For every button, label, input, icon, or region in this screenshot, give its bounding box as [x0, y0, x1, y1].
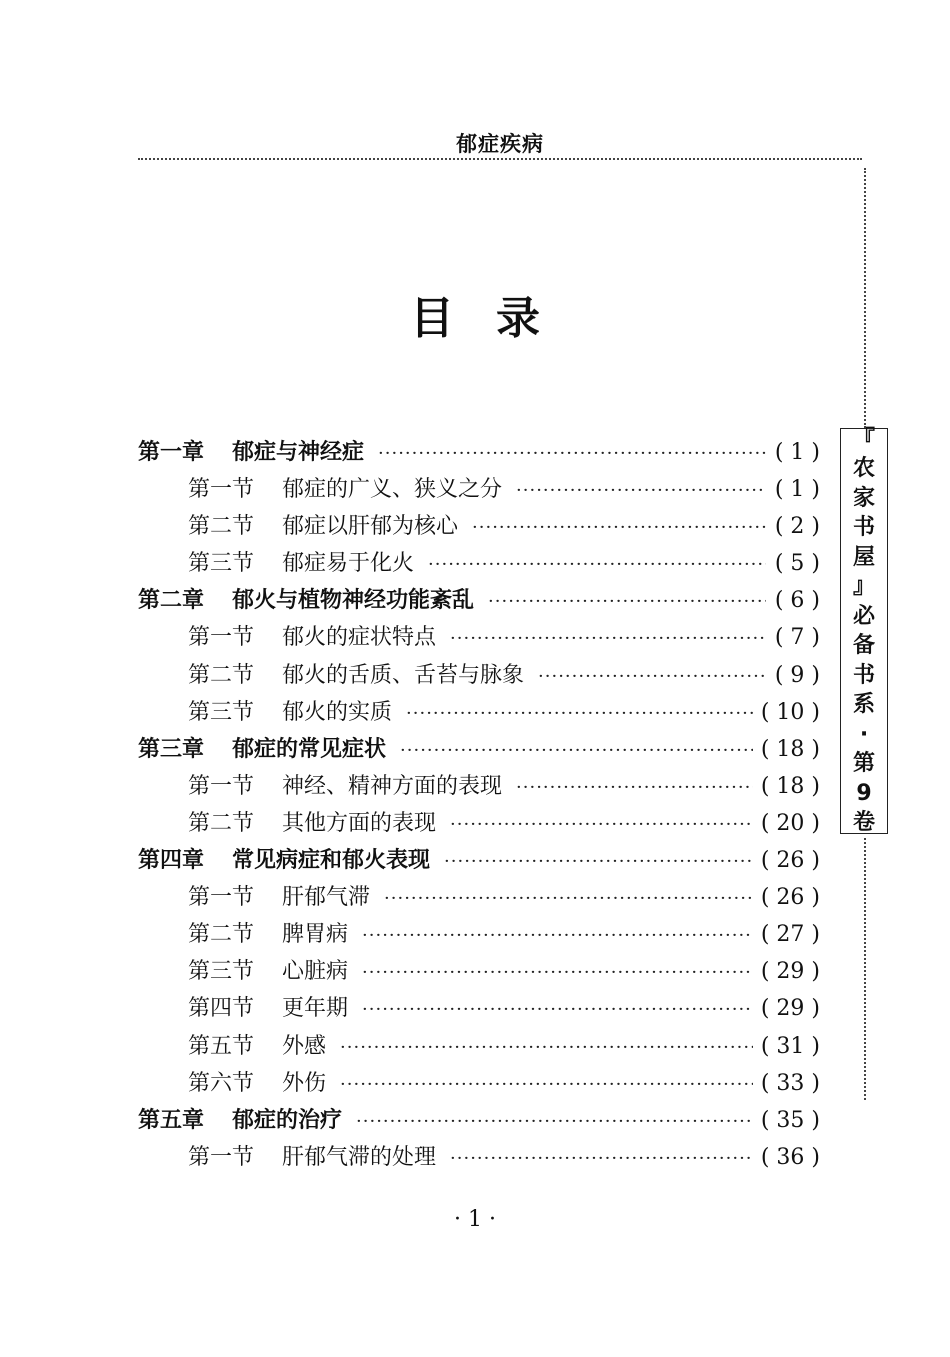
side-label-char: 备: [852, 633, 875, 658]
side-label-char: 卷: [852, 810, 875, 835]
toc-entry-title: 郁火的实质: [282, 699, 393, 725]
toc-entry-number: 第五节: [188, 1033, 255, 1059]
toc-entry-title: 心脏病: [282, 959, 349, 985]
toc-entry-title: 郁火的舌质、舌苔与脉象: [282, 662, 525, 688]
toc-entry-number: 第一节: [188, 625, 255, 651]
toc-entry-page: ( 5 ): [774, 551, 820, 577]
toc-entry-title: 其他方面的表现: [282, 810, 437, 836]
toc-entry-title: 肝郁气滞: [282, 885, 371, 911]
toc-entry-page: ( 7 ): [774, 625, 820, 651]
toc-entry-page: ( 26 ): [760, 848, 820, 874]
toc-leader-dots: [444, 851, 753, 872]
toc-entry-page: ( 36 ): [760, 1144, 820, 1170]
side-label-char: 必: [852, 603, 875, 629]
toc-entry-title: 郁症的广义、狭义之分: [282, 477, 503, 503]
toc-entry-page: ( 33 ): [760, 1070, 820, 1096]
toc-entry-title: 外感: [282, 1033, 327, 1059]
toc-leader-dots: [516, 480, 766, 501]
toc-entry-page: ( 26 ): [760, 885, 820, 911]
toc-entry-page: ( 1 ): [774, 477, 820, 503]
toc-section-row: [138, 1140, 820, 1177]
toc-entry-number: 第二节: [188, 810, 255, 836]
toc-entry-number: 第一章: [138, 440, 205, 465]
side-label-char: 农: [852, 456, 875, 481]
toc-leader-dots: [406, 703, 753, 724]
toc-chapter-row: [138, 843, 820, 880]
toc-entry-title: 常见病症和郁火表现: [232, 848, 431, 874]
toc-section-row: [138, 806, 820, 843]
toc-section-row: [138, 917, 820, 954]
toc-chapter-row: [138, 732, 820, 769]
toc-entry-title: 神经、精神方面的表现: [282, 773, 503, 799]
toc-chapter-row: [138, 435, 820, 472]
toc-section-row: [138, 472, 820, 509]
toc-leader-dots: [362, 962, 753, 983]
table-of-contents: [138, 435, 820, 1177]
toc-leader-dots: [356, 1111, 753, 1132]
toc-entry-number: 第一节: [188, 477, 255, 503]
side-label-char: 家: [852, 485, 875, 511]
side-dotted-rule-bottom: [864, 838, 866, 1100]
toc-section-row: [138, 546, 820, 583]
toc-entry-number: 第一节: [188, 885, 255, 911]
toc-entry-page: ( 10 ): [760, 699, 820, 725]
toc-entry-title: 更年期: [282, 996, 349, 1022]
toc-entry-page: ( 18 ): [760, 736, 820, 762]
toc-entry-page: ( 2 ): [774, 514, 820, 540]
side-label-char: 第: [852, 751, 875, 776]
toc-leader-dots: [428, 554, 766, 575]
toc-entry-number: 第二节: [188, 514, 255, 540]
side-label-char: ·: [859, 721, 869, 747]
toc-section-row: [138, 1066, 820, 1103]
toc-leader-dots: [450, 628, 766, 649]
toc-entry-number: 第四节: [188, 996, 255, 1022]
side-label-char: 』: [852, 574, 875, 599]
toc-entry-number: 第五章: [138, 1107, 205, 1133]
side-label-char: 9: [856, 780, 872, 806]
side-label-char: 书: [852, 662, 875, 688]
toc-entry-title: 郁症的常见症状: [232, 736, 387, 762]
toc-leader-dots: [538, 666, 766, 687]
toc-entry-page: ( 35 ): [760, 1107, 820, 1133]
side-label-char: 书: [852, 515, 875, 540]
toc-entry-page: ( 6 ): [774, 588, 820, 614]
toc-entry-number: 第二章: [138, 588, 205, 614]
toc-section-row: [138, 991, 820, 1028]
toc-entry-title: 郁症以肝郁为核心: [282, 514, 459, 540]
toc-entry-page: ( 27 ): [760, 922, 820, 948]
toc-section-row: [138, 769, 820, 806]
toc-entry-number: 第三节: [188, 699, 255, 725]
toc-entry-page: ( 18 ): [760, 773, 820, 799]
toc-leader-dots: [362, 925, 753, 946]
toc-section-row: [138, 658, 820, 695]
toc-leader-dots: [450, 814, 753, 835]
toc-entry-number: 第二节: [188, 662, 255, 688]
toc-entry-number: 第一节: [188, 1144, 255, 1170]
toc-leader-dots: [450, 1148, 753, 1169]
toc-section-row: [138, 509, 820, 546]
toc-leader-dots: [340, 1037, 753, 1058]
page-number: · 1 ·: [454, 1207, 496, 1232]
series-side-label: [840, 428, 888, 834]
toc-entry-page: ( 29 ): [760, 996, 820, 1022]
toc-leader-dots: [362, 999, 753, 1020]
toc-section-row: [138, 1029, 820, 1066]
toc-leader-dots: [340, 1074, 753, 1095]
toc-entry-page: ( 9 ): [774, 662, 820, 688]
toc-entry-title: 外伤: [282, 1070, 327, 1096]
toc-leader-dots: [378, 443, 766, 464]
toc-entry-page: ( 29 ): [760, 959, 820, 985]
toc-entry-number: 第三节: [188, 551, 255, 577]
toc-entry-title: 肝郁气滞的处理: [282, 1144, 437, 1170]
toc-entry-title: 郁症与神经症: [232, 440, 365, 465]
toc-entry-title: 郁症的治疗: [232, 1107, 343, 1133]
toc-entry-title: 郁火的症状特点: [282, 625, 437, 651]
toc-chapter-row: [138, 1103, 820, 1140]
toc-leader-dots: [516, 777, 753, 798]
toc-entry-number: 第三章: [138, 736, 205, 762]
side-label-char: 屋: [852, 544, 875, 570]
toc-section-row: [138, 954, 820, 991]
toc-entry-title: 郁火与植物神经功能紊乱: [232, 588, 475, 614]
toc-section-row: [138, 620, 820, 657]
toc-leader-dots: [384, 888, 753, 909]
toc-entry-title: 脾胃病: [282, 922, 349, 948]
side-label-char: 系: [852, 692, 875, 717]
toc-section-row: [138, 880, 820, 917]
running-header: 郁症疾病: [456, 132, 544, 156]
toc-entry-title: 郁症易于化火: [282, 551, 415, 577]
toc-entry-page: ( 31 ): [760, 1033, 820, 1059]
toc-entry-number: 第二节: [188, 922, 255, 948]
side-label-char: 『: [852, 426, 875, 452]
toc-leader-dots: [400, 740, 753, 761]
toc-entry-page: ( 20 ): [760, 810, 820, 836]
header-dotted-rule: [138, 158, 862, 160]
toc-entry-number: 第六节: [188, 1070, 255, 1096]
toc-entry-page: ( 1 ): [774, 440, 820, 465]
page-title: 目录: [410, 293, 582, 344]
toc-entry-number: 第三节: [188, 959, 255, 985]
toc-chapter-row: [138, 583, 820, 620]
toc-entry-number: 第四章: [138, 848, 205, 874]
toc-leader-dots: [488, 591, 766, 612]
toc-section-row: [138, 695, 820, 732]
toc-leader-dots: [472, 517, 766, 538]
toc-entry-number: 第一节: [188, 773, 255, 799]
